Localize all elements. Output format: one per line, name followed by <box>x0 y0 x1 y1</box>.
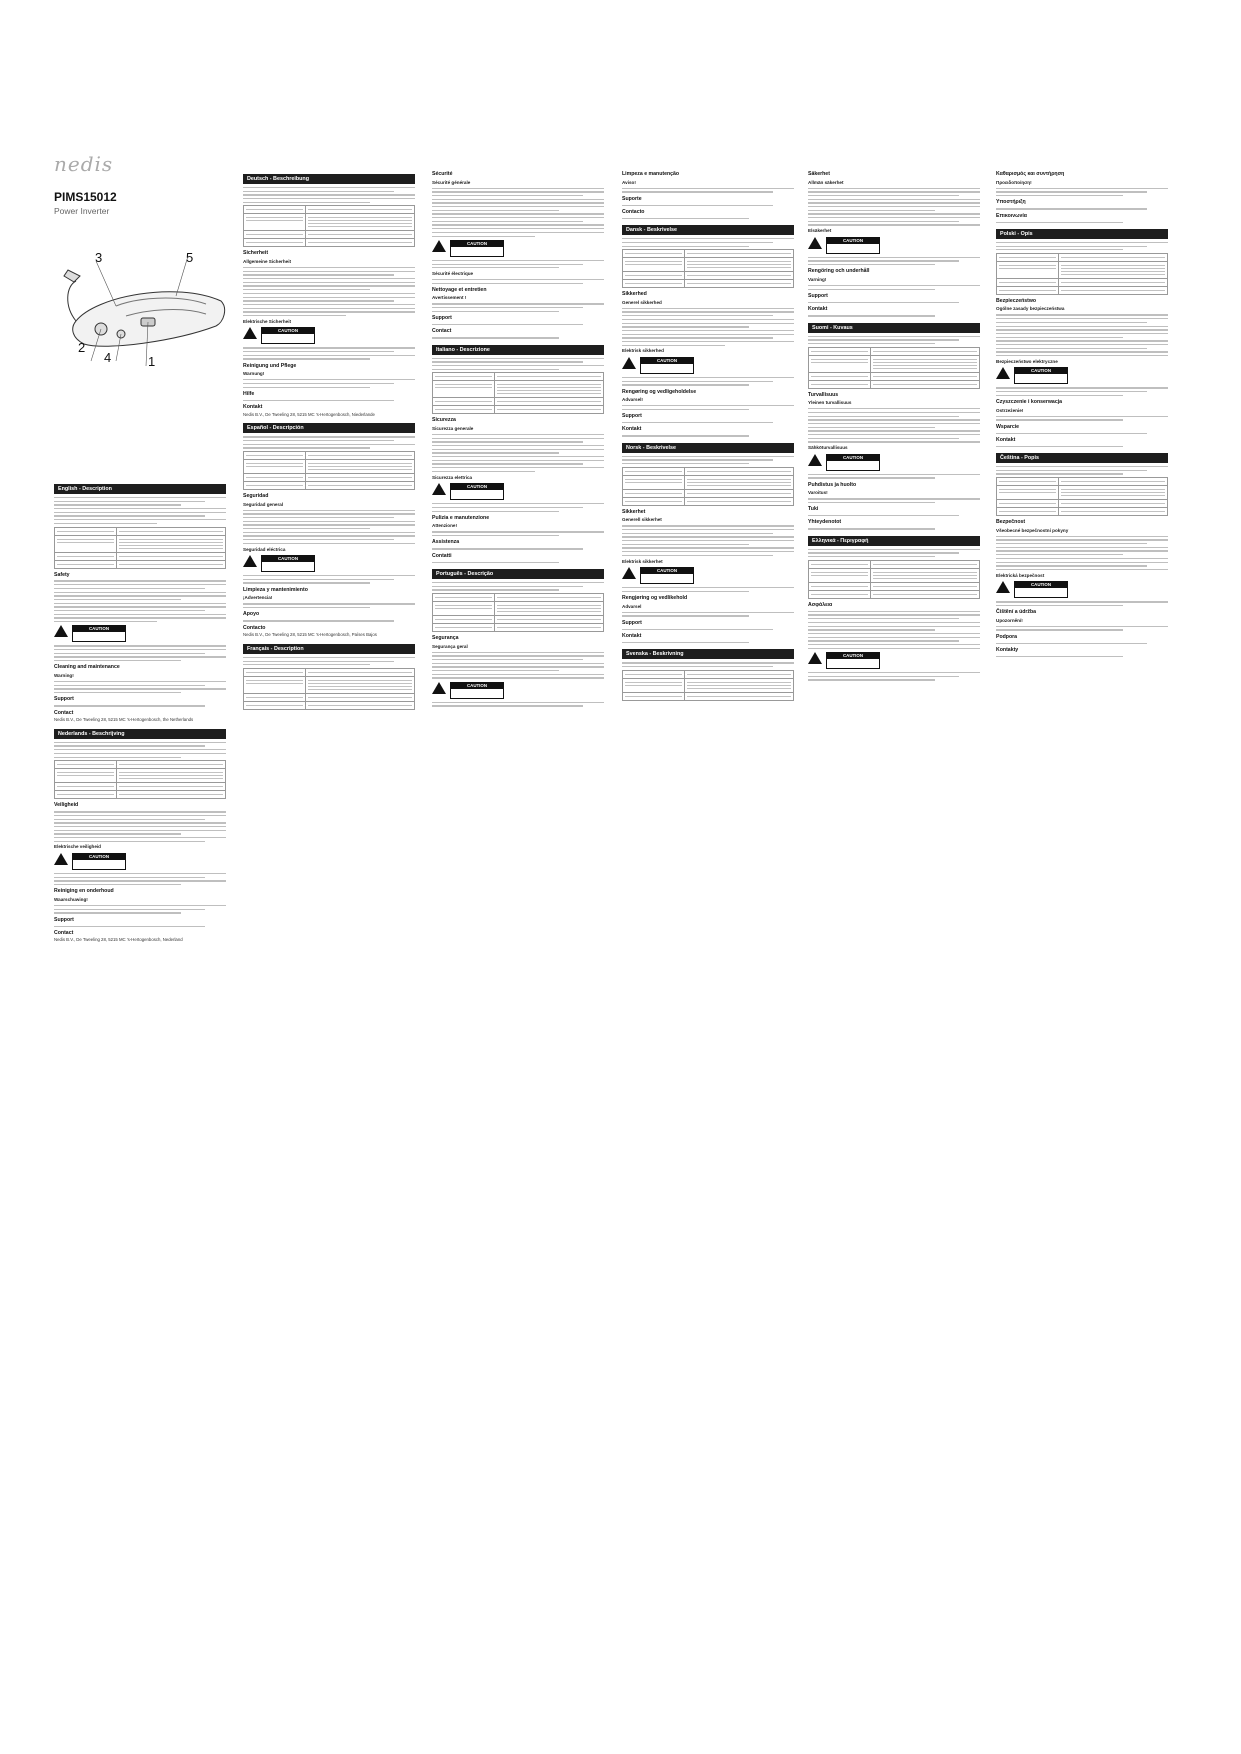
warning-triangle-icon <box>54 625 68 637</box>
heading-support-cs: Podpora <box>996 633 1018 640</box>
spec-table-pt <box>432 593 604 632</box>
caution-label: CAUTION <box>451 241 503 247</box>
heading-support-fi: Tuki <box>808 506 819 513</box>
caution-label: CAUTION <box>641 568 693 574</box>
heading-support-pt: Suporte <box>622 195 642 202</box>
warning-de: Warnung! <box>243 371 265 377</box>
warning-nl: Waarschuwing! <box>54 896 88 902</box>
contact-line-de: Nedis B.V., De Tweeling 28, 5215 MC 's-Hertogenbosch, Niederlande <box>243 411 375 417</box>
contact-line-es: Nedis B.V., De Tweeling 28, 5215 MC 's-Hertogenbosch, Países Bajos <box>243 632 377 638</box>
warning-es: ¡Advertencia! <box>243 595 273 601</box>
warning-pt: Aviso! <box>622 179 636 185</box>
heading-cleaning-pl: Czyszczenie i konserwacja <box>996 398 1063 405</box>
heading-electric-cs: Elektrická bezpečnost <box>996 572 1045 578</box>
heading-electric-da: Elektrisk sikkerhed <box>622 348 664 354</box>
heading-electric-fi: Sähköturvallisuus <box>808 445 848 451</box>
section-banner-it: Italiano - Descrizione <box>432 345 604 355</box>
column-3 <box>432 168 604 709</box>
section-banner-no: Norsk - Beskrivelse <box>622 443 794 453</box>
heading-contact-fi: Yhteydenotot <box>808 519 842 526</box>
spec-table-fi <box>808 347 980 389</box>
contact-line-en: Nedis B.V., De Tweeling 28, 5215 MC 's-Hertogenbosch, the Netherlands <box>54 717 194 723</box>
heading-contact-es: Contacto <box>243 624 266 631</box>
warning-it: Attenzione! <box>432 523 458 529</box>
warning-triangle-icon <box>996 367 1010 379</box>
caution-label: CAUTION <box>641 358 693 364</box>
heading-general-pl: Ogólne zasady bezpieczeństwa <box>996 306 1065 312</box>
caution-label: CAUTION <box>262 556 314 562</box>
heading-general-fi: Yleinen turvallisuus <box>808 400 852 406</box>
spec-table-no <box>622 467 794 506</box>
section-banner-en: English - Description <box>54 484 226 494</box>
caution-label: CAUTION <box>1015 368 1067 374</box>
heading-support-pl: Wsparcie <box>996 423 1020 430</box>
contact-line-nl: Nedis B.V., De Tweeling 28, 5215 MC 's-Hertogenbosch, Nederland <box>54 937 183 943</box>
heading-cleaning-de: Reinigung und Pflege <box>243 362 297 369</box>
caution-label: CAUTION <box>827 238 879 244</box>
section-banner-sv: Svenska - Beskrivning <box>622 649 794 659</box>
heading-general-da: Generel sikkerhed <box>622 299 662 305</box>
warning-triangle-icon <box>808 652 822 664</box>
heading-safety-no: Sikkerhet <box>622 508 646 515</box>
model-number: PIMS15012 <box>54 190 117 204</box>
heading-safety-pt: Segurança <box>432 635 459 641</box>
warning-triangle-icon <box>808 237 822 249</box>
warning-triangle-icon <box>996 581 1010 593</box>
warning-no: Advarsel <box>622 603 642 609</box>
warning-triangle-icon <box>432 483 446 495</box>
section-banner-es: Español - Descripción <box>243 423 415 433</box>
caution-label: CAUTION <box>827 455 879 461</box>
caution-label: CAUTION <box>451 484 503 490</box>
caution-label: CAUTION <box>1015 582 1067 588</box>
warning-triangle-icon <box>622 357 636 369</box>
spec-table-it <box>432 372 604 414</box>
section-banner-pt: Português - Descrição <box>432 569 604 579</box>
section-banner-fr: Français - Description <box>243 644 415 654</box>
spec-table-nl <box>54 760 226 799</box>
caution-label: CAUTION <box>262 328 314 334</box>
caution-el <box>808 652 980 669</box>
warning-el: Προειδοποίηση! <box>996 179 1032 185</box>
heading-general-pt: Segurança geral <box>432 643 468 649</box>
heading-support-es: Apoyo <box>243 611 260 618</box>
heading-electric-es: Seguridad eléctrica <box>243 546 286 552</box>
callout-3: 3 <box>95 250 103 265</box>
heading-cleaning-cs: Čištění a údržba <box>996 609 1037 616</box>
callout-1: 1 <box>148 354 156 369</box>
spec-table-fr <box>243 668 415 710</box>
heading-safety-el: Ασφάλεια <box>808 601 833 608</box>
heading-electric-fr: Sécurité électrique <box>432 270 474 276</box>
heading-contact-en: Contact <box>54 709 74 716</box>
caution-de <box>243 327 415 344</box>
heading-support-el: Υποστήριξη <box>996 199 1026 206</box>
caution-en <box>54 625 226 642</box>
spec-table-da <box>622 249 794 288</box>
heading-support-sv: Support <box>808 292 828 299</box>
heading-general-de: Allgemeine Sicherheit <box>243 259 291 265</box>
heading-contact-no: Kontakt <box>622 632 642 639</box>
column-2 <box>243 168 415 713</box>
column-6 <box>996 168 1168 660</box>
warning-triangle-icon <box>432 240 446 252</box>
column-5 <box>808 168 980 683</box>
caution-sv <box>808 237 980 254</box>
caution-pt <box>432 682 604 699</box>
heading-electric-nl: Elektrische veiligheid <box>54 844 101 850</box>
callout-5: 5 <box>186 250 194 265</box>
heading-general-no: Generell sikkerhet <box>622 517 662 523</box>
heading-support-da: Support <box>622 413 642 420</box>
caution-fr <box>432 240 604 257</box>
warning-triangle-icon <box>432 682 446 694</box>
heading-cleaning-en: Cleaning and maintenance <box>54 664 120 671</box>
caution-da <box>622 357 794 374</box>
caution-label: CAUTION <box>827 653 879 659</box>
heading-cleaning-nl: Reiniging en onderhoud <box>54 888 114 895</box>
heading-contact-sv: Kontakt <box>808 306 828 313</box>
heading-cleaning-es: Limpieza y mantenimiento <box>243 586 308 593</box>
heading-cleaning-sv: Rengöring och underhåll <box>808 268 870 275</box>
heading-support-nl: Support <box>54 916 74 923</box>
caution-no <box>622 567 794 584</box>
callout-4: 4 <box>104 350 112 365</box>
warning-triangle-icon <box>243 555 257 567</box>
heading-safety-pl: Bezpieczeństwo <box>996 297 1037 304</box>
heading-support-fr: Support <box>432 315 452 322</box>
caution-pl <box>996 367 1168 384</box>
warning-fr: Avertissement ! <box>432 295 467 301</box>
section-banner-fi: Suomi - Kuvaus <box>808 323 980 333</box>
column-1 <box>54 478 226 945</box>
caution-label: CAUTION <box>451 683 503 689</box>
heading-contact-it: Contatti <box>432 552 452 559</box>
heading-contact-pl: Kontakt <box>996 436 1016 443</box>
heading-contact-de: Kontakt <box>243 404 263 411</box>
heading-contact-pt: Contacto <box>622 208 645 215</box>
heading-safety-cs: Bezpečnost <box>996 519 1026 526</box>
heading-cleaning-it: Pulizia e manutenzione <box>432 514 490 521</box>
spec-table-el <box>808 560 980 599</box>
heading-support-it: Assistenza <box>432 539 460 546</box>
heading-support-en: Support <box>54 696 74 703</box>
heading-general-sv: Allmän säkerhet <box>808 179 844 185</box>
column-4 <box>622 168 794 704</box>
callout-2: 2 <box>78 340 86 355</box>
heading-cleaning-el: Καθαρισμός και συντήρηση <box>996 171 1065 177</box>
section-banner-cs: Čeština - Popis <box>996 453 1168 463</box>
heading-electric-no: Elektrisk sikkerhet <box>622 558 663 564</box>
spec-table-sv <box>622 670 794 701</box>
heading-electric-it: Sicurezza elettrica <box>432 474 473 480</box>
section-banner-nl: Nederlands - Beschrijving <box>54 729 226 739</box>
warning-triangle-icon <box>54 853 68 865</box>
warning-triangle-icon <box>622 567 636 579</box>
heading-cleaning-da: Rengøring og vedligeholdelse <box>622 388 697 395</box>
caution-es <box>243 555 415 572</box>
caution-label: CAUTION <box>73 854 125 860</box>
heading-electric-de: Elektrische Sicherheit <box>243 318 292 324</box>
heading-cleaning-fi: Puhdistus ja huolto <box>808 481 857 488</box>
heading-safety-en: Safety <box>54 571 70 578</box>
caution-fi <box>808 454 980 471</box>
spec-table-de <box>243 205 415 247</box>
heading-safety-sv: Säkerhet <box>808 171 830 177</box>
caution-nl <box>54 853 226 870</box>
heading-contact-da: Kontakt <box>622 426 642 433</box>
heading-contact-cs: Kontakty <box>996 647 1019 654</box>
spec-table-es <box>243 451 415 490</box>
warning-pl: Ostrzeżenie! <box>996 407 1024 413</box>
heading-general-es: Seguridad general <box>243 501 284 507</box>
brand-logo: nedis <box>54 152 114 176</box>
section-banner-da: Dansk - Beskrivelse <box>622 225 794 235</box>
warning-triangle-icon <box>808 454 822 466</box>
heading-support-no: Support <box>622 619 642 626</box>
caution-it <box>432 483 604 500</box>
heading-safety-fr: Sécurité <box>432 171 453 177</box>
spec-table-en <box>54 527 226 569</box>
heading-contact-nl: Contact <box>54 929 74 936</box>
section-banner-el: Ελληνικά - Περιγραφή <box>808 536 980 546</box>
heading-general-cs: Všeobecné bezpečnostní pokyny <box>996 527 1069 533</box>
heading-support-de: Hilfe <box>243 390 255 397</box>
heading-safety-da: Sikkerhed <box>622 291 647 298</box>
warning-en: Warning! <box>54 672 74 678</box>
warning-cs: Upozornění! <box>996 617 1023 623</box>
heading-contact-el: Επικοινωνία <box>996 212 1027 219</box>
heading-electric-sv: Elsäkerhet <box>808 228 832 234</box>
heading-safety-it: Sicurezza <box>432 417 456 424</box>
section-banner-de: Deutsch - Beschreibung <box>243 174 415 184</box>
heading-general-it: Sicurezza generale <box>432 426 474 431</box>
heading-safety-es: Seguridad <box>243 493 269 500</box>
heading-electric-pl: Bezpieczeństwo elektryczne <box>996 358 1058 364</box>
heading-safety-fi: Turvallisuus <box>808 391 839 398</box>
heading-cleaning-no: Rengjøring og vedlikehold <box>622 595 688 602</box>
spec-table-pl <box>996 253 1168 295</box>
warning-sv: Varning! <box>808 277 827 282</box>
spec-table-cs <box>996 477 1168 516</box>
warning-fi: Varoitus! <box>808 490 828 496</box>
heading-cleaning-pt: Limpeza e manutenção <box>622 171 680 177</box>
heading-contact-fr: Contact <box>432 328 452 335</box>
product-name: Power Inverter <box>54 206 110 216</box>
section-banner-pl: Polski - Opis <box>996 229 1168 239</box>
heading-general-fr: Sécurité générale <box>432 179 471 185</box>
caution-cs <box>996 581 1168 598</box>
warning-triangle-icon <box>243 327 257 339</box>
heading-cleaning-fr: Nettoyage et entretien <box>432 286 487 293</box>
caution-label: CAUTION <box>73 626 125 632</box>
heading-safety-de: Sicherheit <box>243 250 269 257</box>
heading-safety-nl: Veiligheid <box>54 802 79 809</box>
warning-da: Advarsel! <box>622 397 643 403</box>
